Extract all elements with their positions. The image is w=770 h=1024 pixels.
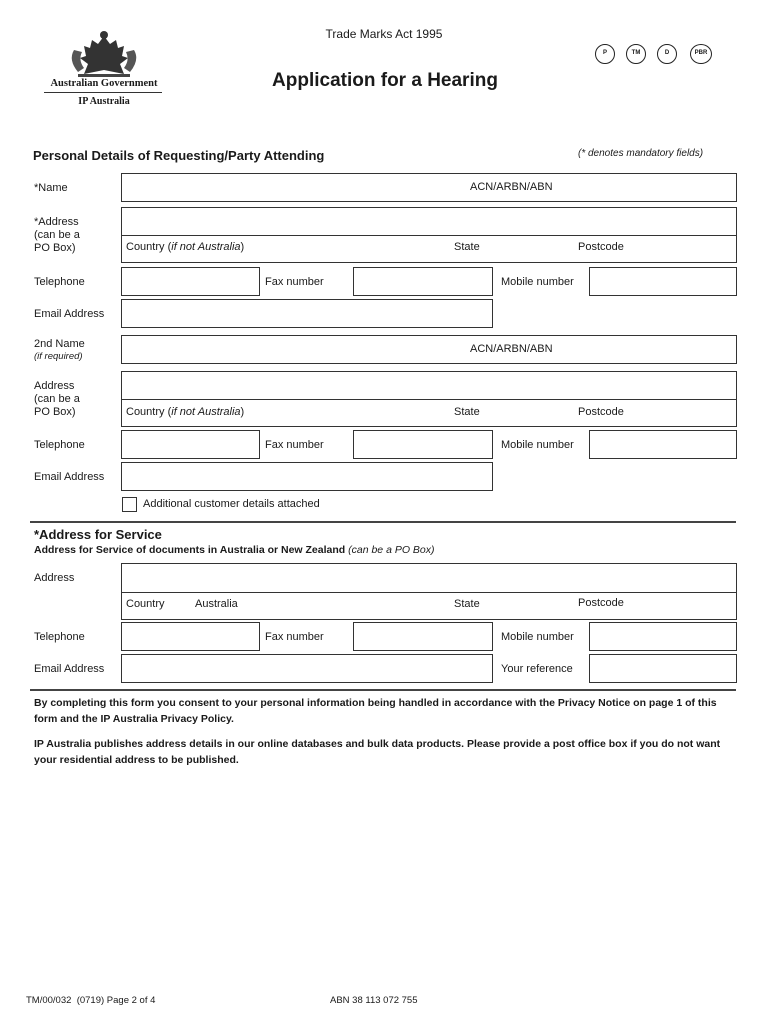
badge-tm: TM xyxy=(626,44,646,64)
service-fax-input[interactable] xyxy=(353,622,493,651)
second-state-label: State xyxy=(454,406,480,418)
second-mobile-input[interactable] xyxy=(589,430,737,459)
second-email-input[interactable] xyxy=(121,462,493,491)
abn-footer: ABN 38 113 072 755 xyxy=(330,995,418,1006)
mobile-label: Mobile number xyxy=(501,276,574,288)
address-label: *Address (can be a PO Box) xyxy=(34,216,80,254)
service-subheading: Address for Service of documents in Australia or New Zealand (can be a PO Box) xyxy=(34,544,435,556)
second-fax-label: Fax number xyxy=(265,439,324,451)
service-country-value: Australia xyxy=(195,598,238,610)
name-input[interactable] xyxy=(121,173,737,202)
service-country-label: Country xyxy=(126,598,165,610)
service-address-label: Address xyxy=(34,572,75,584)
address-input[interactable] xyxy=(121,207,737,263)
second-fax-input[interactable] xyxy=(353,430,493,459)
second-mobile-label: Mobile number xyxy=(501,439,574,451)
email-input[interactable] xyxy=(121,299,493,328)
second-telephone-input[interactable] xyxy=(121,430,260,459)
service-email-input[interactable] xyxy=(121,654,493,683)
state-label: State xyxy=(454,241,480,253)
reference-label: Your reference xyxy=(501,663,573,675)
gov-name: Australian Government xyxy=(50,78,158,89)
service-heading: *Address for Service xyxy=(34,527,162,542)
service-telephone-label: Telephone xyxy=(34,631,85,643)
service-email-label: Email Address xyxy=(34,663,105,675)
service-mobile-label: Mobile number xyxy=(501,631,574,643)
badge-d: D xyxy=(657,44,677,64)
coat-of-arms-icon xyxy=(44,30,164,80)
acn-label: ACN/ARBN/ABN xyxy=(470,181,553,193)
badge-p: P xyxy=(595,44,615,64)
second-name-label: 2nd Name xyxy=(34,338,85,350)
country-label: Country (if not Australia) xyxy=(126,241,245,253)
page-title: Application for a Hearing xyxy=(272,70,498,91)
privacy-notice: By completing this form you consent to your personal information being handled in accordance with the Privacy Notice on page 1 of this form and the IP Australia Privacy Policy. xyxy=(34,697,717,725)
gov-crest-logo xyxy=(44,30,164,112)
second-name-input[interactable] xyxy=(121,335,737,364)
service-postcode-label: Postcode xyxy=(578,597,624,609)
publish-notice: IP Australia publishes address details in our online databases and bulk data products. Please provide a post office box if you do not want your residential address to be published. xyxy=(34,738,721,766)
agency-name: IP Australia xyxy=(78,96,130,107)
reference-input[interactable] xyxy=(589,654,737,683)
mobile-input[interactable] xyxy=(589,267,737,296)
second-acn-label: ACN/ARBN/ABN xyxy=(470,343,553,355)
name-label: *Name xyxy=(34,182,68,194)
act-title: Trade Marks Act 1995 xyxy=(325,27,443,41)
personal-heading: Personal Details of Requesting/Party Attending xyxy=(33,148,325,163)
service-telephone-input[interactable] xyxy=(121,622,260,651)
section-divider xyxy=(30,521,736,523)
email-label: Email Address xyxy=(34,308,105,320)
form-code: TM/00/032 (0719) Page 2 of 4 xyxy=(26,995,156,1006)
additional-details-checkbox[interactable] xyxy=(122,497,137,512)
badge-pbr: PBR xyxy=(690,44,712,64)
second-telephone-label: Telephone xyxy=(34,439,85,451)
service-fax-label: Fax number xyxy=(265,631,324,643)
second-country-label: Country (if not Australia) xyxy=(126,406,245,418)
mandatory-note: (* denotes mandatory fields) xyxy=(578,148,704,159)
fax-input[interactable] xyxy=(353,267,493,296)
second-email-label: Email Address xyxy=(34,471,105,483)
telephone-input[interactable] xyxy=(121,267,260,296)
service-address-input[interactable] xyxy=(121,563,737,620)
telephone-label: Telephone xyxy=(34,276,85,288)
second-name-note: (if required) xyxy=(34,351,83,362)
fax-label: Fax number xyxy=(265,276,324,288)
section-divider-2 xyxy=(30,689,736,691)
postcode-label: Postcode xyxy=(578,241,624,253)
second-postcode-label: Postcode xyxy=(578,406,624,418)
service-state-label: State xyxy=(454,598,480,610)
second-address-input[interactable] xyxy=(121,371,737,427)
service-mobile-input[interactable] xyxy=(589,622,737,651)
additional-details-label: Additional customer details attached xyxy=(143,498,320,510)
second-address-label: Address (can be a PO Box) xyxy=(34,380,80,418)
